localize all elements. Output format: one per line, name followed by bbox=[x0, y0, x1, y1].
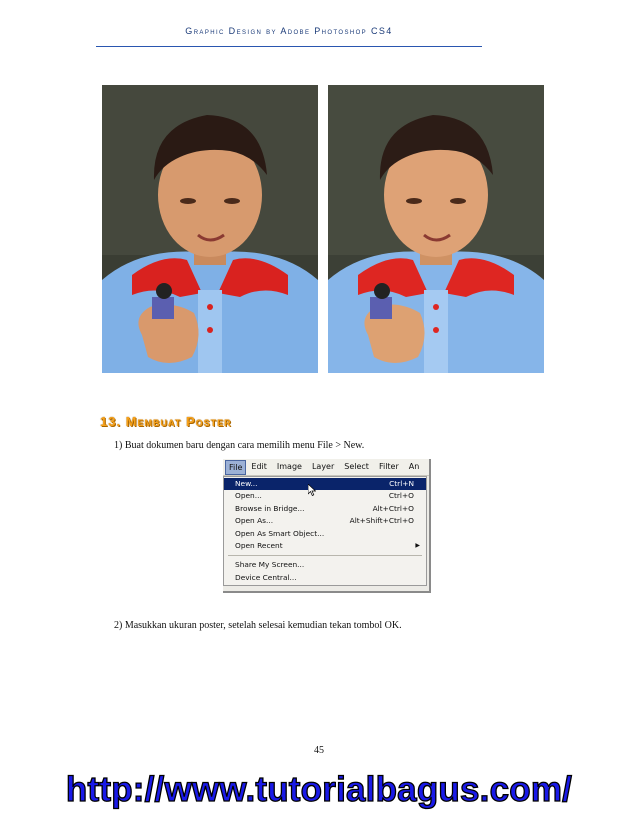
menu-item-browse-in-bridge[interactable] bbox=[224, 503, 426, 515]
menu-image[interactable]: Image bbox=[276, 462, 302, 471]
menu-item-shortcut: Ctrl+O bbox=[388, 491, 414, 501]
section-title: 13. Membuat Poster bbox=[100, 414, 232, 429]
menu-item-label: Browse in Bridge... bbox=[235, 503, 305, 513]
menu-layer[interactable]: Layer bbox=[311, 462, 335, 471]
menu-item-open-as-smart-object[interactable] bbox=[224, 528, 426, 540]
menu-item-label: Open... bbox=[235, 491, 262, 501]
menu-item-label: Device Central... bbox=[235, 572, 297, 582]
menu-item-shortcut: Alt+Shift+Ctrl+O bbox=[349, 516, 414, 526]
menu-item-label: Open As Smart Object... bbox=[235, 528, 325, 538]
menu-analysis[interactable]: An bbox=[408, 462, 420, 471]
file-menu-screenshot bbox=[223, 459, 431, 593]
menu-item-shortcut: Alt+Ctrl+O bbox=[372, 503, 414, 513]
step-1-text: 1) Buat dokumen baru dengan cara memilih menu File > New. bbox=[114, 440, 365, 451]
page-number: 45 bbox=[314, 745, 324, 756]
menu-bar bbox=[223, 459, 429, 476]
menu-item-share-my-screen[interactable] bbox=[224, 559, 426, 571]
photo-original bbox=[102, 85, 318, 373]
header-rule bbox=[96, 46, 482, 47]
menu-select[interactable]: Select bbox=[344, 462, 369, 471]
menu-item-label: Share My Screen... bbox=[235, 560, 305, 570]
footer-url-link[interactable]: http://www.tutorialbagus.com/ bbox=[65, 770, 573, 809]
triangle-right-icon: ▶ bbox=[415, 541, 420, 549]
menu-item-open-as[interactable] bbox=[224, 515, 426, 527]
menu-item-open-recent[interactable] bbox=[224, 540, 426, 552]
menu-item-device-central[interactable] bbox=[224, 572, 426, 584]
menu-item-label: New... bbox=[235, 479, 258, 488]
menu-file[interactable]: File bbox=[225, 460, 246, 475]
menu-item-open[interactable] bbox=[224, 490, 426, 502]
menu-edit[interactable]: Edit bbox=[251, 462, 267, 471]
step-2-text: 2) Masukkan ukuran poster, setelah selesai kemudian tekan tombol OK. bbox=[114, 620, 402, 631]
menu-item-shortcut: Ctrl+N bbox=[389, 479, 414, 488]
menu-separator bbox=[228, 555, 422, 556]
menu-item-label: Open As... bbox=[235, 516, 274, 526]
menu-item-label: Open Recent bbox=[235, 540, 283, 550]
page-header-title: Graphic Design by Adobe Photoshop CS4 bbox=[185, 26, 393, 36]
photo-edited bbox=[328, 85, 544, 373]
menu-item-new[interactable] bbox=[224, 478, 426, 490]
file-dropdown bbox=[223, 476, 427, 586]
menu-filter[interactable]: Filter bbox=[378, 462, 399, 471]
